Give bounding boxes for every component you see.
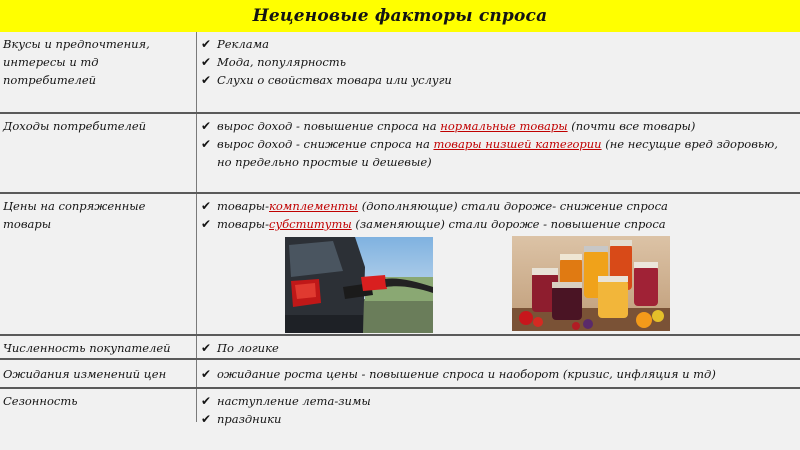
factor-details [201, 35, 796, 89]
car-fueling-photo [285, 237, 433, 333]
highlight-term: нормальные товары [440, 119, 568, 133]
table-row [0, 114, 800, 192]
item-text: Мода, популярность [217, 55, 346, 69]
factor-label: Численность покупателей [3, 341, 171, 355]
factor-details [201, 392, 796, 428]
table-row [0, 32, 800, 112]
highlight-term: товары низшей категории [433, 137, 602, 151]
item-text: товары-субституты (заменяющие) стали дороже - повышение спроса [217, 217, 666, 231]
item-text: Реклама [217, 37, 269, 51]
list-item [201, 71, 796, 89]
check-icon: ✔ [201, 73, 212, 87]
list-item [201, 35, 796, 53]
factor-details [201, 365, 796, 383]
factor-label: Вкусы и предпочтения, интересы и тд потребителей [3, 37, 150, 87]
title-text: Неценовые факторы спроса [252, 6, 548, 26]
list-item [201, 365, 796, 383]
column-divider [196, 336, 197, 358]
item-text: Слухи о свойствах товара или услуги [217, 73, 452, 87]
highlight-term: комплементы [269, 199, 359, 213]
check-icon: ✔ [201, 412, 212, 426]
factor-details [201, 339, 796, 357]
table-row [0, 360, 800, 387]
factor-label: Ожидания изменений цен [3, 367, 167, 381]
highlight-term: субституты [269, 217, 352, 231]
column-divider [196, 360, 197, 387]
column-divider [196, 114, 197, 192]
check-icon: ✔ [201, 137, 212, 151]
check-icon: ✔ [201, 217, 212, 231]
item-text: вырос доход - снижение спроса на товары низшей категории (не несущие вред здоровью, но предельно простые и дешевые) [217, 137, 778, 169]
item-text: товары-комплементы (дополняющие) стали дороже- снижение спроса [217, 199, 668, 213]
check-icon: ✔ [201, 367, 212, 381]
list-item [201, 339, 796, 357]
check-icon: ✔ [201, 55, 212, 69]
factor-details [201, 197, 796, 233]
item-text: праздники [217, 412, 282, 426]
list-item [201, 197, 796, 215]
list-item [201, 392, 796, 410]
list-item [201, 410, 796, 428]
list-item [201, 53, 796, 71]
check-icon: ✔ [201, 37, 212, 51]
check-icon: ✔ [201, 199, 212, 213]
column-divider [196, 389, 197, 422]
factor-label: Сезонность [3, 394, 78, 408]
item-text: ожидание роста цены - повышение спроса и наоборот (кризис, инфляция и тд) [217, 367, 716, 381]
factor-label: Доходы потребителей [3, 119, 147, 133]
check-icon: ✔ [201, 394, 212, 408]
column-divider [196, 32, 197, 112]
jam-jars-photo [512, 236, 670, 331]
factor-label: Цены на сопряженные товары [3, 199, 146, 231]
check-icon: ✔ [201, 341, 212, 355]
column-divider [196, 194, 197, 334]
item-text: По логике [217, 341, 279, 355]
list-item [201, 135, 796, 171]
check-icon: ✔ [201, 119, 212, 133]
list-item [201, 117, 796, 135]
table-row [0, 336, 800, 358]
page-title [0, 0, 800, 32]
item-text: наступление лета-зимы [217, 394, 371, 408]
list-item [201, 215, 796, 233]
factor-details [201, 117, 796, 171]
table-row [0, 389, 800, 450]
item-text: вырос доход - повышение спроса на нормальные товары (почти все товары) [217, 119, 696, 133]
